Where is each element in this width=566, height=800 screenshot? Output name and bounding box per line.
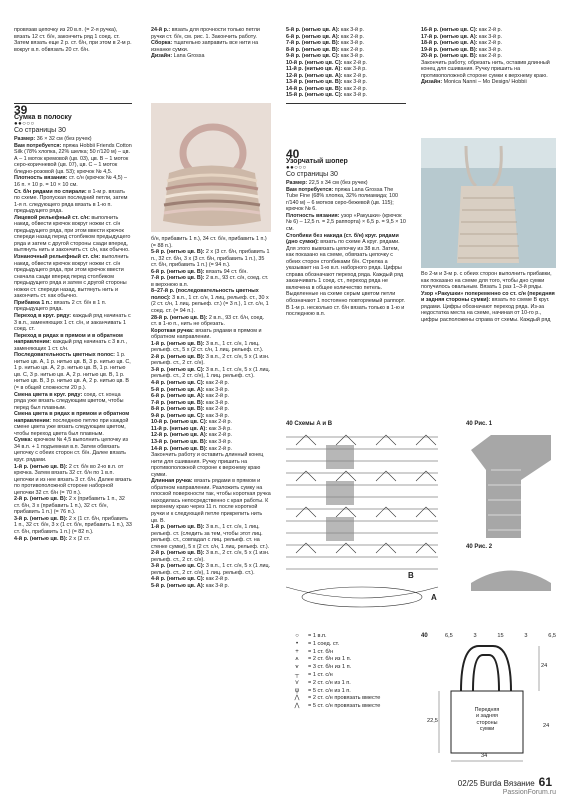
- text-paragraph: 13-й р. (нитью цв. В): как 3-й р.: [151, 438, 233, 445]
- text-paragraph: 7-й р. (нитью цв. В): как 3-й р.: [151, 399, 230, 406]
- dim-label: 3: [473, 633, 477, 639]
- inner-line: стороны: [476, 719, 498, 726]
- text-paragraph: 2-й р. (нитью цв. В): 3 в.п., 2 ст. с/н, 5 х (1 изн. рельеф. ст., 2 ст. с/н).: [151, 353, 270, 367]
- text-paragraph: Размер: 36 × 32 см (без ручек): [14, 136, 92, 143]
- bold-label: Ст. б/н рядами по спирали:: [14, 188, 87, 195]
- text-paragraph: 2-й р. (нитью цв. В): 2 х (прибавить 1 п., 32 ст. б/н, 3 х (прибавить 1 п.), 32 ст. б/н, прибавить 1 п.) (= 76 п.).: [14, 496, 125, 516]
- bold-label: Прибавка 1 п.:: [14, 299, 53, 306]
- text-paragraph: Вам потребуется: пряжа Hobbii Friends Cotton Silk (78% хлопка, 22% шелка; 50 г/120 м) – цв. А – 1 моток кремовой (цв. 03), цв. В – 1 моток серо-коричневой (цв. 07), цв. С – 1 моток бледно-розовой (цв. 53); крючок № 4,5.: [14, 142, 132, 175]
- text-paragraph: Дизайн: Lana Grossa: [151, 53, 205, 60]
- dim-width: 34: [481, 753, 488, 759]
- col2-body-text: [151, 236, 271, 590]
- bold-label: Сумка:: [14, 437, 33, 444]
- text-paragraph: 3-й р. (нитью цв. В): 2 х (1 ст. б/н, прибавить 1 п., 32 ст. б/н, 3 х (1 ст. б/н, прибавить 1 п.), 33 ст. б/н, прибавить 1 п.) (= 82 п.).: [14, 515, 132, 535]
- bold-label: 8-й р. (нитью цв. В):: [151, 406, 205, 413]
- bold-label: 11-й р. (нитью цв. А):: [151, 425, 208, 432]
- shopper-bag-photo: [421, 138, 556, 268]
- text-paragraph: Сборка: тщательно заправить все нити на изнанке сумки.: [151, 40, 259, 53]
- text-paragraph: Изнаночный рельефный ст. с/н: выполнить накид, обвести крючок вокруг ножки ст. с/н предыдущего ряда, при этом крючок ввести сначала сзади вперед перед столбиком предыдущего ряда и затем с другой стороны ножки ст. спереди назад, вытянуть нить и закончить ст. как обычно.: [14, 254, 129, 300]
- dim-label: 15: [497, 633, 504, 639]
- pattern-40-header: [286, 107, 406, 318]
- text-paragraph: 11-й р. (нитью цв. А): как 3-й р.: [286, 66, 367, 73]
- col4-mid-text: [421, 271, 555, 323]
- fig2-title: 40 Рис. 2: [466, 544, 493, 550]
- text-paragraph: Закончить работу, обрезать нить, оставив длинный конец для сшивания. Ручку пришить на противоположной стороне сумки к верхнему краю.: [421, 59, 550, 79]
- text-paragraph: 9-й р. (нитью цв. С): как 3-й р.: [286, 53, 365, 60]
- text-paragraph: Последовательность цветных полос: 1 р. нитью цв. А, 1 р. нитью цв. В, 3 р. нитью цв. С, 1 р. нитью цв. А, 2 р. нитью цв. В, 1 р. нитью цв. С, 3 р. нитью цв. А, 2 р. нитью цв. В, 1 р. нитью цв. В, 3 р. нитью цв. А, 2 р. нитью цв. В (= в общей сложности 20 р.).: [14, 352, 131, 391]
- text-paragraph: Ст. б/н рядами по спирали: в 1-м р. вязать по схеме. Пропуская последний петли, затем 1-я п. следующего ряда вязать в 1-ю п. предыдущего ряда.: [14, 188, 128, 215]
- bold-label: 5-й р. (нитью цв. В):: [151, 249, 205, 256]
- text-paragraph: 8-й р. (нитью цв. В): как 2-й р.: [286, 46, 365, 53]
- symbol-glyph: ⋀: [294, 695, 300, 702]
- inner-line: сумки: [479, 726, 495, 733]
- text-paragraph: 2-й р. (нитью цв. В): 3 в.п., 2 ст. с/н, 5 х (1 изн. рельеф. ст., 2 ст. с/н).: [151, 550, 270, 563]
- page-number: 61: [538, 775, 552, 789]
- bold-label: 8-й р. (нитью цв. В):: [286, 46, 340, 53]
- symbol-desc: = 2 ст. б/н из 1 п.: [308, 656, 352, 663]
- symbol-desc: = 1 соед. ст.: [308, 640, 340, 647]
- bold-label: 3-й р. (нитью цв. В):: [14, 515, 68, 522]
- bold-label: 11-й р. (нитью цв. А):: [286, 66, 343, 73]
- text-paragraph: Прибавка 1 п.: вязать 2 ст. б/н в 1 п. предыдущего ряда.: [14, 299, 107, 313]
- text-paragraph: 24-й р.: вязать для прочности только петли ручки ст. б/н, см. рис. 1. Закончить работу.: [151, 27, 260, 40]
- bold-label: 9-й р. (нитью цв. С):: [286, 53, 340, 60]
- fig1-title: 40 Рис. 1: [466, 421, 493, 427]
- text-paragraph: 12-й р. (нитью цв. А): как 2-й р.: [151, 432, 233, 439]
- symbol-row: [286, 695, 436, 703]
- bold-label: 6-й р. (нитью цв. А):: [286, 33, 340, 40]
- col1-top-text: [14, 27, 132, 53]
- symbol-glyph: ⋀: [294, 703, 300, 710]
- dim-label: 3: [524, 633, 528, 639]
- bold-label: 3-й р. (нитью цв. С):: [151, 366, 205, 373]
- text-paragraph: 17-й р. (нитью цв. А): как 3-й р.: [421, 33, 503, 40]
- bold-label: 6-й р. (нитью цв. В):: [151, 268, 205, 275]
- bold-label: 1-й р. (нитью цв. В):: [14, 463, 68, 470]
- dim-bottom: 24: [543, 723, 550, 729]
- bold-label: Плотность вязания:: [14, 175, 68, 182]
- bold-label: 24-й р.:: [151, 27, 171, 33]
- symbol-row: [286, 672, 436, 680]
- text-paragraph: Короткая ручка: вязать рядами в прямом и обратном направлении.: [151, 327, 262, 341]
- col3-top-text: [286, 27, 406, 99]
- bold-label: 4-й р. (нитью цв. В):: [14, 535, 68, 542]
- bold-label: Вам потребуется:: [14, 142, 62, 149]
- bold-label: Плотность вязания:: [286, 212, 340, 219]
- dim-height: 22,5: [427, 718, 438, 724]
- text-paragraph: 10-й р. (нитью цв. С): как 2-й р.: [286, 59, 368, 66]
- diagram-label: 40: [421, 633, 428, 639]
- text-paragraph: Закончить работу и оставить длинный конец нити для сшивания. Ручку пришить на противоположной стороне к верхнему краю сумки.: [151, 452, 264, 478]
- bold-label: 14-й р. (нитью цв. В):: [151, 445, 208, 452]
- dim-label: 6,5: [548, 633, 556, 639]
- bold-label: 4-й р. (нитью цв. С):: [151, 576, 205, 583]
- chart-label-b: B: [408, 571, 414, 580]
- column-2-body: [151, 236, 271, 590]
- bold-label: 7-й р. (нитью цв. В):: [151, 275, 205, 282]
- pattern-39-header: [14, 103, 132, 542]
- inner-label: [465, 707, 509, 733]
- fig1-handle-image: [466, 430, 556, 538]
- text-paragraph: 9-й р. (нитью цв. С): как 3-й р.: [151, 412, 230, 419]
- text-paragraph: 1-й р. (нитью цв. В): 3 в.п., 1 ст. с/н, 1 лиц. рельеф. ст. (следить за тем, чтобы этот лиц. рельеф. ст., совпадал с лиц. рельеф. ст. на стенке сумки), 5 х (2 ст. с/н, 1 лиц. рельеф. ст.).: [151, 524, 270, 550]
- text-paragraph: провязав цепочку из 20 в.п. (= 2-я ручка), вязать 12 ст. б/н, закончить ряд 1 соед. ст.: [14, 27, 120, 40]
- inner-line: Передняя: [474, 707, 500, 713]
- symbol-row: [286, 641, 436, 649]
- symbol-row: [286, 688, 436, 696]
- bold-label: Смена цвета в круг. ряду:: [14, 391, 83, 398]
- dim-label: 6,5: [445, 633, 453, 639]
- text-paragraph: 5-й р. (нитью цв. А): как 3-й р.: [151, 386, 230, 393]
- text-paragraph: 12-й р. (нитью цв. А): как 2-й р.: [286, 72, 368, 79]
- section-divider: [14, 103, 132, 104]
- bold-label: 13-й р. (нитью цв. В):: [286, 79, 343, 86]
- text-paragraph: 28-й р. (нитью цв. В): 2 в.п., 93 ст. б/н, соед. ст. в 1-ю п., нить не обрезать.: [151, 314, 265, 328]
- column-2: [151, 27, 271, 60]
- text-paragraph: 20-й р. (нитью цв. В): как 2-й р.: [421, 53, 503, 60]
- bold-label: Смена цвета в рядах в прямом и обратном направлении:: [14, 411, 130, 424]
- symbol-glyph: ψ: [294, 687, 300, 694]
- text-paragraph: 14-й р. (нитью цв. В): как 2-й р.: [286, 85, 368, 92]
- text-paragraph: 13-й р. (нитью цв. В): как 3-й р.: [286, 79, 368, 86]
- text-paragraph: 7-й р. (нитью цв. В): как 3-й р.: [286, 40, 365, 47]
- symbol-desc: = 5 ст. с/н провязать вместе: [308, 703, 381, 710]
- symbol-glyph: ⩛: [295, 664, 299, 671]
- bold-label: Последовательность цветных полос:: [14, 352, 115, 359]
- text-paragraph: 6-й р. (нитью цв. А): как 2-й р.: [286, 33, 365, 40]
- text-paragraph: 1-й р. (нитью цв. В): 3 в.п., 1 ст. с/н, 1 лиц. рельеф. ст., 5 х (2 ст. с/н, 1 лиц. рельеф. ст.).: [151, 340, 264, 354]
- symbol-desc: = 2 ст. с/н провязать вместе: [308, 695, 381, 702]
- page-footer: [458, 775, 552, 789]
- text-paragraph: Длинная ручка: вязать рядами в прямом и обратном направлении. Разложить сумку на плоской поверхности так, чтобы короткая ручка находилась непосредственно с края работы. К верхнему краю через 11 п. после короткой ручки и к следующей петле прикрепить нить цв. В.: [151, 478, 271, 524]
- chart-graphic: [286, 427, 456, 617]
- symbol-glyph: ⋎: [294, 679, 300, 686]
- text-paragraph: Сумка: крючком № 4,5 выполнить цепочку из 34 в.п. + 1 подъемная в.п. Затем обвязать цепочку с обеих сторон ст. б/н. Далее вязать круг. рядами.: [14, 437, 128, 463]
- bold-label: 5-й р. (нитью цв. А):: [286, 27, 340, 33]
- symbol-desc: = 2 ст. с/н из 1 п.: [308, 679, 351, 686]
- symbol-key: [286, 633, 436, 711]
- section-divider: [286, 103, 406, 104]
- bold-label: Переход в рядах в прямом и в обратном направлении:: [14, 332, 123, 346]
- symbol-row: [286, 680, 436, 688]
- bold-label: 5-й р. (нитью цв. А):: [151, 582, 205, 589]
- symbol-glyph: +: [295, 648, 299, 655]
- bold-label: 8–27-й р. (последовательность цветных полос):: [151, 288, 259, 301]
- text-paragraph: 5-й р. (нитью цв. В): 2 х (3 ст. б/н, прибавить 1 п., 32 ст. б/н, 3 х (3 ст. б/н, прибавить 1 п.), 35 ст. б/н, прибавить 1 п.) (= 94 п.).: [151, 249, 270, 269]
- text-paragraph: Вам потребуется: пряжа Lana Grossa The Tube Fine (68% хлопка, 32% полиамида; 100 г/140 м) – 6 мотков серо-бежевой (цв. 115); крючок № 6.: [286, 186, 399, 213]
- watermark: PassionForum.ru: [502, 789, 556, 796]
- bold-label: 7-й р. (нитью цв. В):: [151, 399, 205, 406]
- symbol-glyph: ┬: [294, 671, 300, 678]
- text-paragraph: Столбики без накида (ст. б/н) круг. рядами (дно сумки): вязать по схеме А круг. рядами. Для этого вывязать цепочку из 38 в.п. Затем, как показано на схеме, обвязать цепочку с обеих сторон столбиками б/н. Стрелка а указывает на 1-ю в.п. наборного ряда. Цифры справа обозначают переход ряда. Каждый ряд заканчивать 1 соед. ст., переход ряда не включена в общее количество петель. Выделенные на схеме серым цветом петли обозначают 1 постоянно повторяемый раппорт.: [286, 232, 406, 305]
- bold-label: Лицевой рельефный ст. с/н:: [14, 214, 90, 221]
- crochet-chart-ab: [286, 421, 456, 626]
- bold-label: 12-й р. (нитью цв. А):: [151, 432, 208, 439]
- bold-label: 7-й р. (нитью цв. В):: [286, 40, 340, 47]
- source-page: Со страницы 30: [14, 126, 66, 134]
- text-paragraph: 10-й р. (нитью цв. С): как 2-й р.: [151, 419, 233, 426]
- pattern-title: Сумка в полоску: [14, 113, 72, 121]
- bold-label: 1-й р. (нитью цв. В):: [151, 524, 205, 531]
- issue-label: 02/25 Burda Вязание: [457, 779, 535, 788]
- bold-label: 14-й р. (нитью цв. В):: [286, 85, 343, 92]
- bold-label: 20-й р. (нитью цв. В):: [421, 53, 478, 60]
- symbol-row: [286, 649, 436, 657]
- col4-top-text: [421, 27, 555, 86]
- symbol-desc: = 3 ст. б/н из 1 п.: [308, 664, 352, 671]
- symbol-glyph: ⩚: [295, 656, 299, 663]
- pattern-39-text: [14, 136, 132, 542]
- text-paragraph: б/н, прибавить 1 п.), 34 ст. б/н, прибавить 1 п.) (= 88 п.).: [151, 236, 267, 249]
- bold-label: 12-й р. (нитью цв. А):: [286, 72, 343, 79]
- bold-label: 19-й р. (нитью цв. В):: [421, 46, 478, 53]
- text-paragraph: 3-й р. (нитью цв. С): 3 в.п., 1 ст. с/н, 5 х (1 лиц. рельеф. ст., 2 ст. с/н), 1 лиц. рельеф. ст.).: [151, 366, 271, 380]
- text-paragraph: В 1-м р. несколько ст. б/н вязать только в 1-ю и последнюю в.п.: [286, 304, 405, 318]
- text-paragraph: 15-й р. (нитью цв. С): как 3-й р.: [286, 92, 368, 99]
- text-paragraph: 11-й р. (нитью цв. А): как 3-й р.: [151, 425, 232, 432]
- bold-label: 2-й р. (нитью цв. В):: [14, 496, 68, 503]
- bold-label: Длинная ручка:: [151, 478, 193, 485]
- text-paragraph: Переход в круг. ряду: каждый ряд начинать с 3 в.п., заменяющих 1 ст. с/н, и заканчивать 1 соед. ст.: [14, 312, 131, 333]
- pattern-title: Узорчатый шопер: [286, 157, 348, 165]
- text-paragraph: 14-й р. (нитью цв. В): как 2-й р.: [151, 445, 233, 452]
- symbol-glyph: ○: [295, 633, 299, 639]
- pattern-40-text: [286, 180, 406, 317]
- bold-label: 10-й р. (нитью цв. С):: [286, 59, 343, 66]
- text-paragraph: 4-й р. (нитью цв. С): как 2-й р.: [151, 380, 230, 387]
- text-paragraph: Смена цвета в рядах в прямом и обратном направлении: последнюю петлю при каждой смене цвета уже вязать следующим цветом, чтобы переход цвета был плавным.: [14, 411, 130, 437]
- symbol-desc: = 5 ст. с/н из 1 п.: [308, 687, 351, 694]
- chart-label-a: A: [431, 593, 437, 602]
- fig2-base-image: [466, 553, 556, 593]
- text-paragraph: 7-й р. (нитью цв. В): 2 в.п., 93 ст. с/н, соед. ст. в верхнюю в.п.: [151, 275, 269, 288]
- pattern-number: 39: [14, 103, 28, 117]
- text-paragraph: Плотность вязания: ст. с/н (крючок № 4,5) – 16 п. × 10 р. = 10 × 10 см.: [14, 175, 127, 189]
- symbol-desc: = 1 в.п.: [308, 633, 327, 639]
- text-paragraph: 8-й р. (нитью цв. В): как 2-й р.: [151, 406, 230, 413]
- text-paragraph: Смена цвета в круг. ряду: соед. ст. конца ряда уже вязать следующим цветом, чтобы перед был плавным.: [14, 391, 124, 411]
- text-paragraph: 3-й р. (нитью цв. С): 3 в.п., 1 ст. с/н, 5 х (1 лиц. рельеф. ст., 2 ст. с/н), 1 лиц. рельеф. ст.).: [151, 563, 271, 576]
- bold-label: Размер:: [286, 180, 308, 187]
- bag-dimensions-diagram: [421, 633, 556, 768]
- symbol-desc: = 1 ст. б/н: [308, 648, 334, 655]
- bold-label: Короткая ручка:: [151, 327, 194, 334]
- bold-label: 3-й р. (нитью цв. С):: [151, 563, 205, 570]
- symbol-row: [286, 664, 436, 672]
- text-paragraph: 8–27-й р. (последовательность цветных полос): 3 в.п., 1 ст. с/н, 1 лиц. рельеф. ст., 30 х (2 ст. с/н, 1 лиц. рельеф. ст.) (= 3 п.), 1 ст. с/н, 1 соед. ст. (= 94 п.).: [151, 288, 269, 315]
- bold-label: Столбики без накида (ст. б/н) круг. рядами (дно сумки):: [286, 232, 399, 246]
- symbol-row: [286, 703, 436, 711]
- text-paragraph: 19-й р. (нитью цв. В): как 3-й р.: [421, 46, 503, 53]
- chart-title: 40 Схемы А и В: [286, 421, 333, 427]
- text-paragraph: Лицевой рельефный ст. с/н: выполнить накид, обвести крючок вокруг ножки ст. с/н предыдущего ряда, при этом ввести крючок спереди назад перед столбиком предыдущего ряда и затем с другой стороны сзади вперед, вытянуть нить и закончить ст. с/н, как обычно.: [14, 214, 131, 254]
- text-paragraph: Затем вязать еще 2 р. ст. б/н, при этом в 2-м р. вокруг в.п. обвязать 20 ст. б/н.: [14, 40, 132, 53]
- column-3: [286, 27, 406, 99]
- bold-label: Сборка:: [151, 40, 173, 47]
- column-4-mid: [421, 271, 555, 323]
- symbol-row: [286, 633, 436, 641]
- text-paragraph: Размер: 22,5 х 34 см (без ручек): [286, 180, 368, 187]
- bold-label: 18-й р. (нитью цв. А):: [421, 40, 478, 47]
- dim-side: 24: [541, 663, 548, 669]
- bold-label: 13-й р. (нитью цв. В):: [151, 438, 208, 445]
- difficulty-dots: ●●○○○: [286, 165, 307, 172]
- text-paragraph: 4-й р. (нитью цв. В): 2 х (2 ст.: [14, 535, 90, 542]
- bold-label: 10-й р. (нитью цв. С):: [151, 419, 208, 426]
- bold-label: 1-й р. (нитью цв. В):: [151, 340, 205, 347]
- text-paragraph: Плотность вязания: узор «Ракушки» (крючок № 6) – 12,5 п. = 2,5 раппорта) × 6,5 р. = 9,5 × 10 см.: [286, 212, 406, 233]
- bold-label: 5-й р. (нитью цв. А):: [151, 386, 205, 393]
- text-paragraph: Во 2-м и 3-м р. с обеих сторон выполнить прибавки, как показано на схеме для того, чтобы дно сумки получилось овальным. Вязать 1 раз 1–3-й ряды.: [421, 271, 552, 291]
- symbol-desc: = 1 ст. с/н: [308, 671, 333, 678]
- diagram-top-dims: [445, 633, 556, 639]
- bold-label: 6-й р. (нитью цв. А):: [151, 393, 205, 400]
- text-paragraph: 5-й р. (нитью цв. А): как 3-й р.: [286, 27, 365, 33]
- text-paragraph: 4-й р. (нитью цв. С): как 2-й р.: [151, 576, 230, 583]
- bold-label: Вам потребуется:: [286, 186, 334, 193]
- bold-label: Дизайн:: [151, 53, 173, 60]
- bold-label: Дизайн:: [421, 79, 443, 86]
- striped-bag-photo: [151, 103, 271, 232]
- difficulty-dots: ●●○○○: [14, 121, 35, 128]
- inner-line: и задняя: [476, 713, 498, 720]
- bold-label: 4-й р. (нитью цв. С):: [151, 380, 205, 387]
- bold-label: Изнаночный рельефный ст. с/н:: [14, 254, 101, 261]
- text-paragraph: Переход в рядах в прямом и в обратном направлении: каждый ряд начинать с 3 в.п., заменяющих 1 ст. с/н.: [14, 332, 127, 352]
- bold-label: 9-й р. (нитью цв. С):: [151, 412, 205, 419]
- bold-label: Переход в круг. ряду:: [14, 312, 72, 319]
- bag-outline: [421, 641, 556, 768]
- text-paragraph: 16-й р. (нитью цв. С): как 2-й р.: [421, 27, 503, 33]
- text-paragraph: 5-й р. (нитью цв. А): как 3-й р.: [151, 582, 230, 589]
- text-paragraph: Дизайн: Monica Nanni – Mo Design/ Hobbii: [421, 79, 527, 86]
- bold-label: 16-й р. (нитью цв. С):: [421, 27, 478, 33]
- bold-label: 2-й р. (нитью цв. В):: [151, 550, 205, 557]
- bold-label: Размер:: [14, 136, 36, 143]
- col2-top-text: [151, 27, 271, 60]
- source-page: Со страницы 30: [286, 170, 338, 178]
- text-paragraph: 18-й р. (нитью цв. А): как 2-й р.: [421, 40, 503, 47]
- column-1: [14, 27, 132, 53]
- column-4: [421, 27, 555, 86]
- text-paragraph: Узор «Ракушки» попеременно со ст. с/н (передняя и задняя стороны сумки): вязать по схеме В круг. рядами. Цифры обозначают переход ряда. Из-за недостатка места на схеме, начиная от 10-го р., цифры расположены справа от схемы. Каждый ряд: [421, 290, 555, 323]
- text-paragraph: 6-й р. (нитью цв. В): вязать 94 ст. б/н.: [151, 268, 248, 275]
- bold-label: 28-й р. (нитью цв. В):: [151, 314, 208, 321]
- bold-label: Узор «Ракушки» попеременно со ст. с/н (передняя и задняя стороны сумки):: [421, 290, 555, 304]
- symbol-row: [286, 656, 436, 664]
- bold-label: 15-й р. (нитью цв. С):: [286, 92, 343, 99]
- pattern-number: 40: [286, 147, 300, 161]
- bold-label: 2-й р. (нитью цв. В):: [151, 353, 205, 360]
- text-paragraph: 6-й р. (нитью цв. А): как 2-й р.: [151, 393, 230, 400]
- symbol-glyph: •: [295, 640, 299, 647]
- text-paragraph: 1-й р. (нитью цв. В): 2 ст. б/н во 2-ю в.п. от крючка. Затем вязать 32 ст. б/н по 1 в.п. цепочки и из нее вязать 3 ст. б/н. Далее вязать по противоположной стороне наборной цепочки 32 ст. б/н (= 70 п.).: [14, 463, 132, 496]
- bold-label: 17-й р. (нитью цв. А):: [421, 33, 478, 40]
